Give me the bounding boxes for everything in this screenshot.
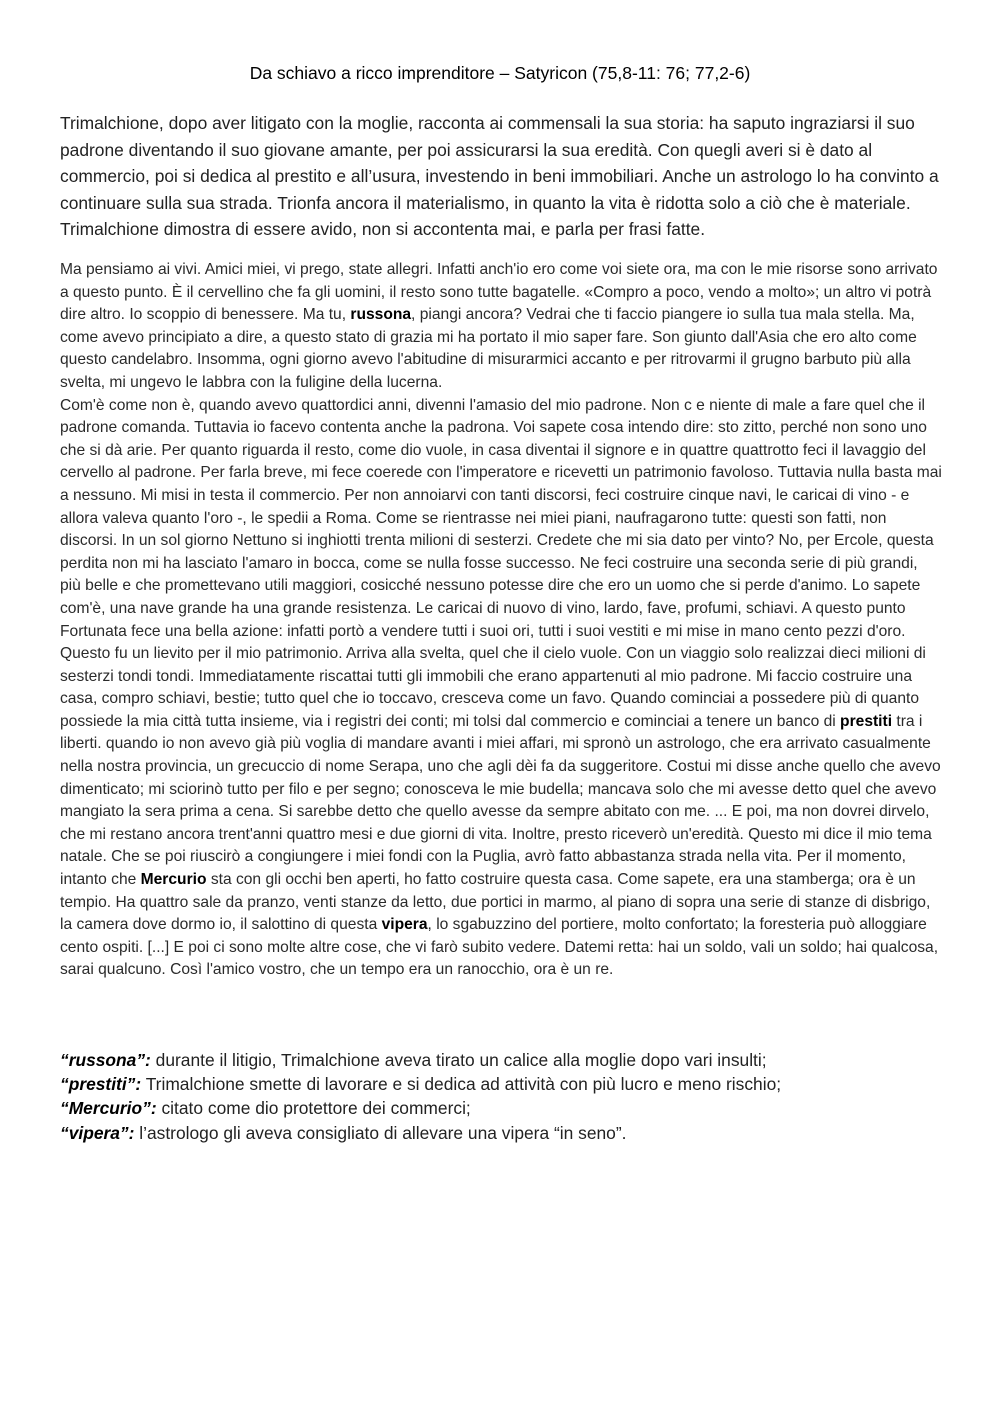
intro-paragraph — [60, 110, 944, 243]
note-russona — [60, 1048, 940, 1072]
passage-text-run: Com'è come non è, quando avevo quattordici anni, divenni l'amasio del mio padrone. Non c e niente di male a fare quel che il padrone comanda. Tuttavia io facevo contenta anche la padrona. Voi sapete cosa intendo dire: sto zitto, perché non sono uno che si dà arie. Per quanto riguarda il resto, come dio vuole, in casa diventai il signore e in quattre quattrotto feci il lavaggio del cervello al padrone. Per farla breve, mi fece coerede con l'imperatore e ricevetti un patrimonio favoloso. Tuttavia nulla basta mai a nessuno. Mi misi in testa il commercio. Per non annoiarvi con tanti discorsi, feci costruire cinque navi, le caricai di vino - e allora valeva quanto l'oro -, le spedii a Roma. Come se rientrasse nei miei piani, naufragarono tutte: questi son fatti, non discorsi. In un sol giorno Nettuno si inghiotti trenta milioni di sesterzi. Credete che mi sia dato per vinto? No, per Ercole, questa perdita non mi ha lasciato l'amaro in bocca, come se nulla fosse successo. Ne feci costruire una seconda serie di più grandi, più belle e che promettevano utili maggiori, cosicché nessuno potesse dire che ero un uomo che si perde d'animo. Lo sapete com'è, una nave grande ha una grande resistenza. Le caricai di nuovo di vino, lardo, fave, profumi, schiavi. A questo punto Fortunata fece una bella azione: infatti portò a vendere tutti i suoi ori, tutti i suoi vestiti e mi mise in mano cento pezzi d'oro. Questo fu un lievito per il mio patrimonio. Arriva alla svelta, quel che il cielo vuole. Con un viaggio solo realizzai dieci milioni di sesterzi tondi tondi. Immediatamente riscattai tutti gli immobili che erano appartenuti al mio padrone. Mi faccio costruire una casa, compro schiavi, bestie; tutto quel che io toccavo, cresceva come un favo. Quando cominciai a possedere più di quanto possiede la mia città tutta insieme, via i registri dei conti; mi tolsi dal commercio e cominciai a tenere un banco di — [60, 396, 942, 730]
passage-text-run: Ma pensiamo ai vivi. Amici miei, vi prego, state allegri. Infatti anch'io ero come voi siete ora, ma con le mie risorse sono arrivato a questo punto. È il cervellino che fa gli uomini, il resto sono tutte bagatelle. «Compro a poco, vendo a molto»; un altro vi potrà dire altro. Io scoppio di benessere. Ma tu, — [60, 261, 938, 324]
note-mercurio — [60, 1096, 940, 1120]
keyword-mercurio: Mercurio — [140, 871, 207, 889]
document-title: Da schiavo a ricco imprenditore – Satyricon (75,8-11: 76; 77,2-6) — [249, 63, 751, 83]
passage-text-run: , lo sgabuzzino del portiere, molto confortato; la foresteria può alloggiare cento ospiti. [...] E poi ci sono molte altre cose, che vi farò subito vedere. Datemi retta: hai un soldo, vali un soldo; hai qualcosa, sarai qualcuno. Così l'amico vostro, che un tempo era un ranocchio, ora è un re. — [60, 916, 939, 979]
note-term: “prestiti”: — [60, 1074, 142, 1095]
note-term: “Mercurio”: — [60, 1098, 157, 1119]
note-text: Trimalchione smette di lavorare e si dedica ad attività con più lucro e meno rischio; — [141, 1074, 782, 1095]
glossary-notes — [60, 1048, 940, 1145]
passage-text-run: sta con gli occhi ben aperti, ho fatto costruire questa casa. Come sapete, era una stamberga; ora è un tempio. Ha quattro sale da pranzo, venti stanze da letto, due portici in marmo, al piano di sopra una serie di stanze di disbrigo, la camera dove dormo io, il salottino di questa — [60, 871, 931, 934]
keyword-prestiti: prestiti — [840, 712, 893, 730]
note-prestiti — [60, 1072, 940, 1096]
note-term: “vipera”: — [60, 1122, 135, 1143]
passage-text — [60, 259, 942, 982]
keyword-vipera: vipera — [381, 916, 428, 934]
keyword-russona: russona — [350, 306, 412, 324]
note-text: citato come dio protettore dei commerci; — [156, 1098, 471, 1119]
passage-text-run: , piangi ancora? Vedrai che ti faccio piangere io sulla tua mala stella. Ma, come avevo principiato a dire, a questo stato di grazia mi ha portato il mio saper fare. Son giunto dall'Asia che ero alto come questo candelabro. Insomma, ogni giorno avevo l'abitudine di misurarmici accanto e per ritrovarmi il grugno barbuto più alla svelta, mi ungevo le labbra con la fuligine della lucerna. — [60, 306, 917, 391]
passage-text-run: tra i liberti. quando io non avevo già più voglia di mandare avanti i miei affari, mi spronò un astrologo, che era arrivato casualmente nella nostra provincia, un grecuccio di nome Serapa, uno che agli dèi fa da suggeritore. Costui mi disse anche quello che avevo dimenticato; mi sciorinò tutto per filo e per segno; conosceva le mie budella; mancava solo che mi avesse detto quel che avevo mangiato la sera prima a cena. Si sarebbe detto che quello avesse da sempre abitato con me. ... E poi, ma non dovrei dirvelo, che mi restano ancora trent'anni quattro mesi e due giorni di vita. Inoltre, presto riceverò un'eredità. Questo mi dice il mio tema natale. Che se poi riuscirò a congiungere i miei fondi con la Puglia, avrò fatto abbastanza strada nella vita. Per il momento, intanto che — [60, 712, 941, 889]
note-text: l’astrologo gli aveva consigliato di allevare una vipera “in seno”. — [134, 1122, 627, 1143]
note-text: durante il litigio, Trimalchione aveva tirato un calice alla moglie dopo vari insulti; — [150, 1050, 767, 1070]
note-vipera — [60, 1121, 940, 1145]
intro-text: Trimalchione, dopo aver litigato con la moglie, racconta ai commensali la sua storia: ha saputo ingraziarsi il suo padrone diventando il suo giovane amante, per poi assicurarsi la sua eredità. Con quegli averi si è dato al commercio, poi si dedica al prestito e all’usura, investendo in beni immobiliari. Anche un astrologo lo ha convinto a continuare sulla sua strada. Trionfa ancora il materialismo, in quanto la vita è ridotta solo a ciò che è materiale. Trimalchione dimostra di essere avido, non si accontenta mai, e parla per frasi fatte. — [60, 113, 939, 240]
note-term: “russona”: — [60, 1050, 151, 1070]
passage-paragraph-2 — [60, 395, 942, 982]
passage-paragraph-1 — [60, 259, 942, 395]
